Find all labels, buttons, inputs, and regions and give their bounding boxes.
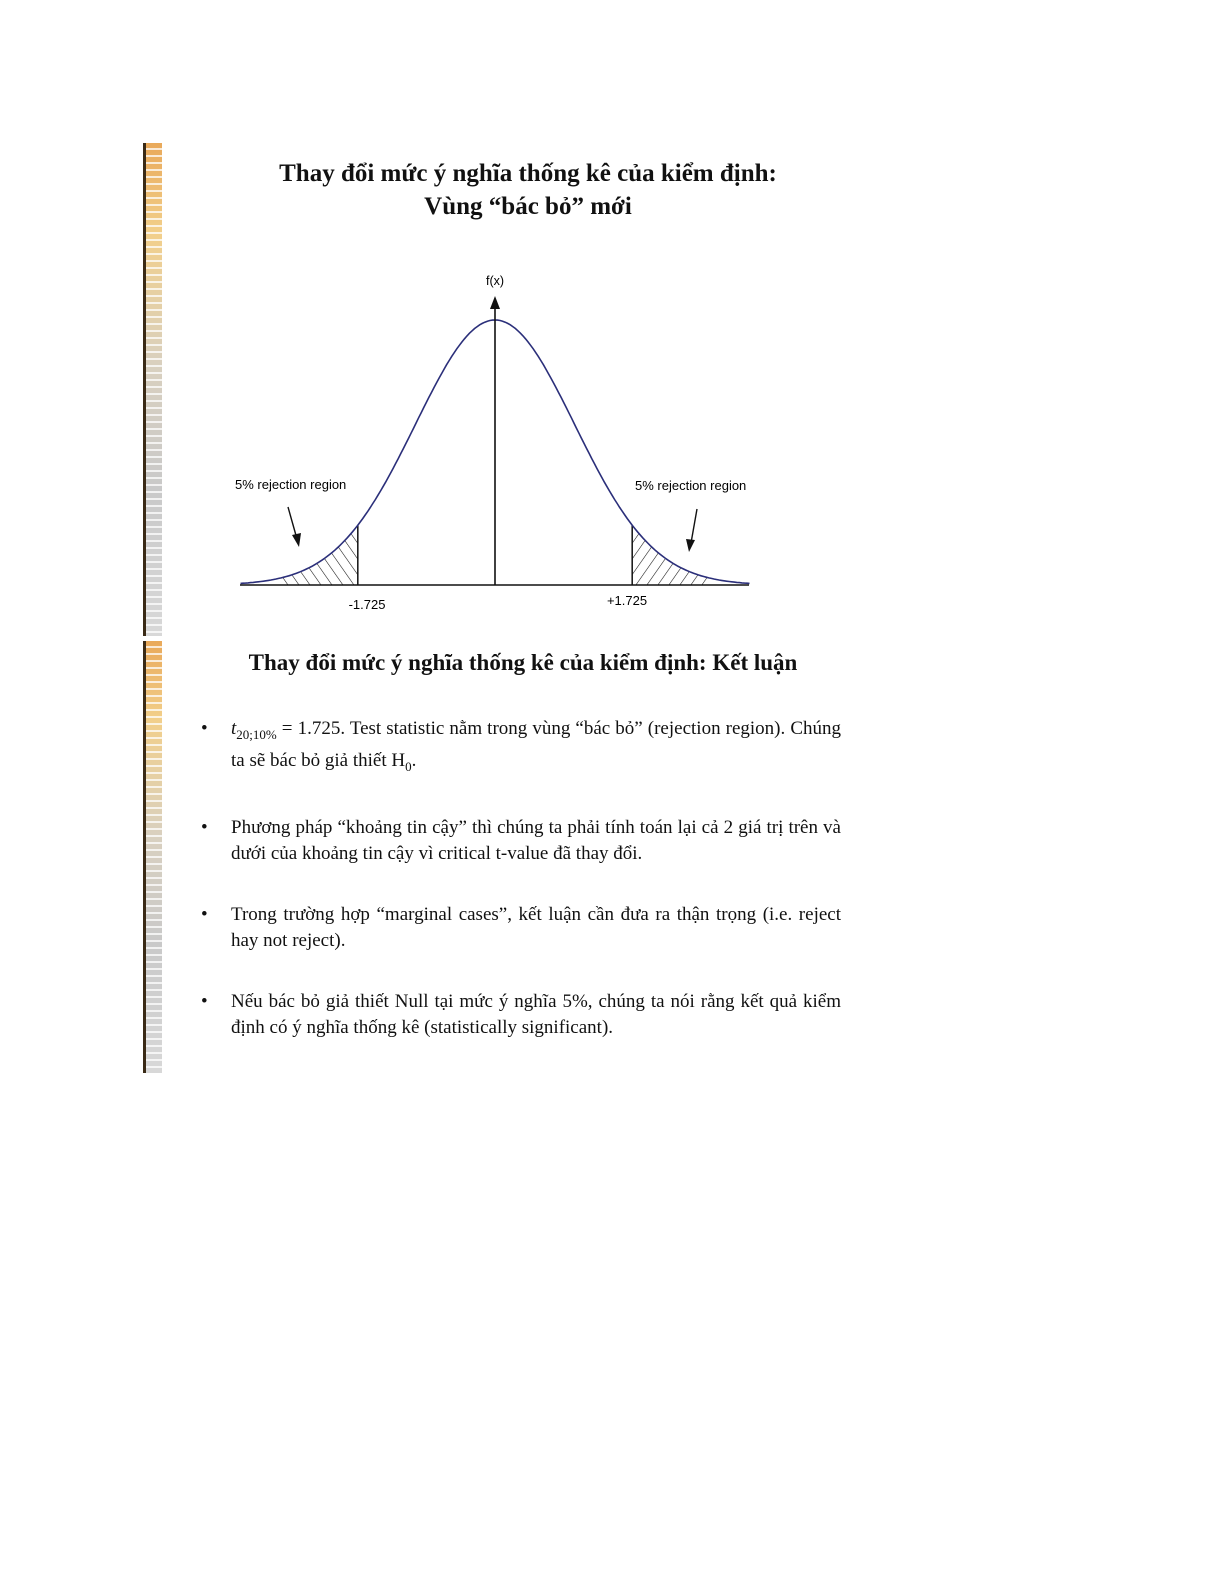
title-line-2: Vùng “bác bỏ” mới [424, 193, 632, 220]
y-axis-arrowhead [490, 296, 500, 309]
bullet-icon: • [201, 990, 208, 1012]
left-rejection-area [280, 525, 358, 585]
bullet-icon: • [201, 816, 208, 838]
slide-title: Thay đổi mức ý nghĩa thống kê của kiểm định: Kết luận [248, 650, 798, 675]
bullet-item [201, 716, 841, 780]
right-arrow-icon [691, 509, 697, 543]
bullet-text: = 1.725. Test statistic nằm trong vùng “bác bỏ” (rejection region). Chúng ta sẽ bác bỏ giả thiết H [231, 718, 841, 771]
bullet-icon: • [201, 718, 208, 739]
decorative-stripe [143, 641, 162, 1073]
right-tick-label: +1.725 [606, 593, 648, 608]
left-region-label: 5% rejection region [235, 477, 347, 492]
right-region-label: 5% rejection region [635, 478, 747, 493]
right-arrowhead-icon [686, 539, 695, 552]
bullet-text: Nếu bác bỏ giả thiết Null tại mức ý nghĩa 5%, chúng ta nói rằng kết quả kiểm định có ý nghĩa thống kê (statistically significant). [231, 990, 841, 1038]
bullet-text: Trong trường hợp “marginal cases”, kết luận cần đưa ra thận trọng (i.e. reject hay not reject). [231, 903, 841, 951]
t-distribution-chart [143, 143, 863, 636]
bullet-item [201, 815, 841, 867]
t-symbol: t [231, 718, 237, 739]
bullet-text-end: . [411, 749, 417, 771]
y-axis-label: f(x) [485, 274, 505, 288]
right-rejection-area [632, 525, 710, 585]
h-subscript: 0 [405, 758, 412, 774]
title-line-1: Thay đổi mức ý nghĩa thống kê của kiểm định: [279, 160, 777, 187]
bullet-item [201, 989, 841, 1041]
slide-rejection-region [143, 143, 863, 636]
slide-conclusion [143, 641, 863, 1073]
bullet-text: Phương pháp “khoảng tin cậy” thì chúng ta phải tính toán lại cả 2 giá trị trên và dưới của khoảng tin cậy vì critical t-value đã thay đổi. [231, 816, 841, 864]
bullet-list [201, 716, 841, 1076]
left-tick-label: -1.725 [348, 597, 386, 612]
left-arrowhead-icon [292, 533, 301, 547]
bullet-icon: • [201, 903, 208, 925]
t-subscript: 20;10% [236, 726, 277, 742]
bullet-item [201, 902, 841, 954]
